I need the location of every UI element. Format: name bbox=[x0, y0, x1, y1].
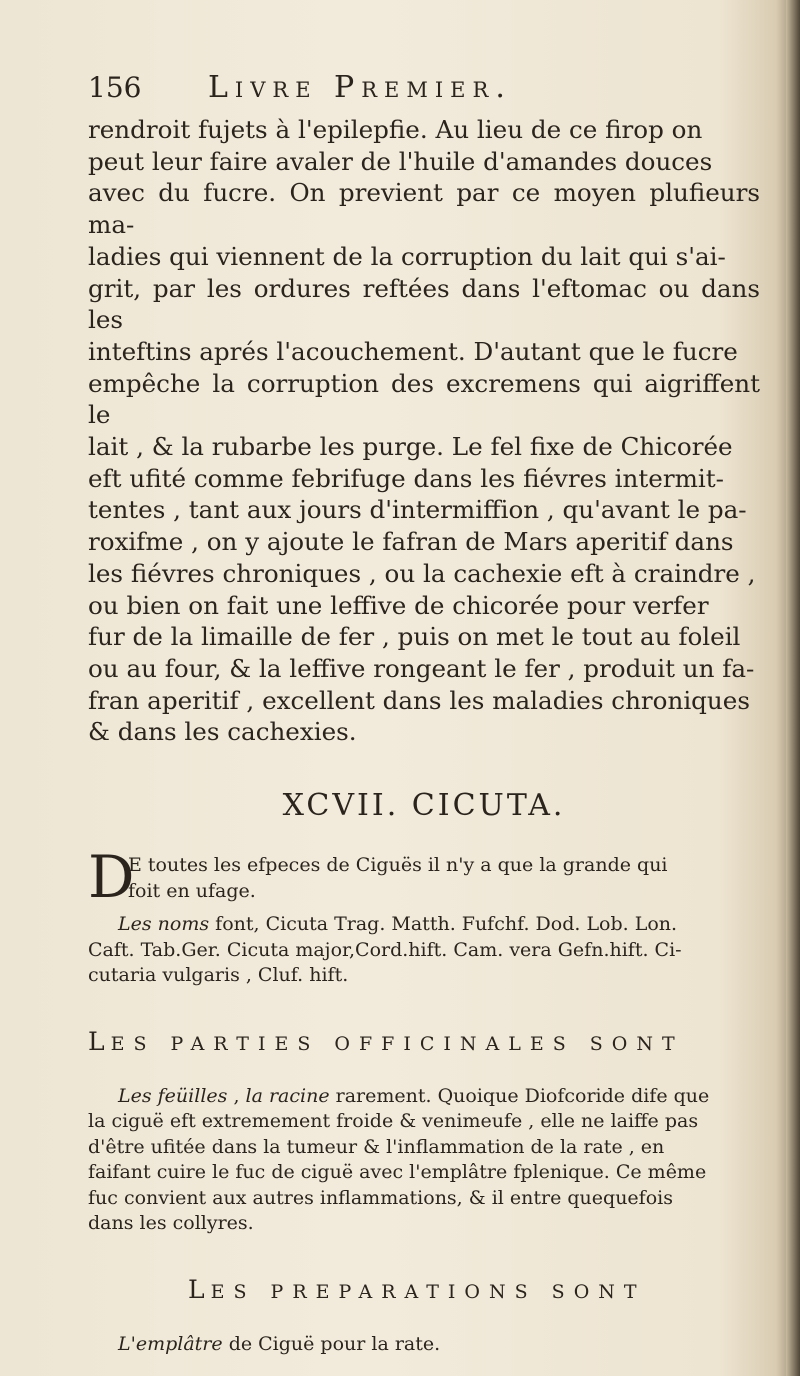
text-line: eft ufité comme febrifuge dans les fiévres intermit- bbox=[88, 463, 724, 493]
preparations-line bbox=[88, 1332, 760, 1358]
officinal-line: faifant cuire le fuc de ciguë avec l'emplâtre fplenique. Ce même bbox=[88, 1161, 707, 1184]
text-line: peut leur faire avaler de l'huile d'amandes douces bbox=[88, 146, 713, 176]
text-line: fur de la limaille de fer , puis on met le tout au foleil bbox=[88, 622, 741, 652]
heading-rest: ES PREPARATIONS SONT bbox=[210, 1280, 646, 1303]
names-line: cutaria vulgaris , Cluf. hift. bbox=[88, 964, 349, 987]
running-title: Livre Premier. bbox=[208, 70, 512, 105]
names-label: Les noms bbox=[118, 913, 210, 936]
text-line: fran aperitif , excellent dans les maladies chroniques bbox=[88, 685, 750, 715]
officinal-paragraph bbox=[88, 1084, 760, 1237]
text-line: rendroit fujets à l'epilepfie. Au lieu de ce firop on bbox=[88, 115, 703, 144]
drop-cap: D bbox=[88, 843, 135, 912]
names-line bbox=[88, 912, 760, 938]
text-line: inteftins aprés l'acouchement. D'autant que le fucre bbox=[88, 336, 738, 366]
preparation-label: L'emplâtre bbox=[118, 1332, 223, 1355]
names-paragraph bbox=[88, 912, 760, 989]
text-line: avec du fucre. On previent par ce moyen plufieurs ma- bbox=[88, 178, 760, 240]
preparations-heading bbox=[88, 1275, 760, 1304]
main-paragraph bbox=[88, 114, 760, 748]
text-line: ou bien on fait une leffive de chicorée pour verfer bbox=[88, 590, 709, 620]
heading-rest: ES PARTIES OFFICINALES SONT bbox=[110, 1032, 684, 1055]
preparation-text: de Ciguë pour la rate. bbox=[228, 1332, 441, 1355]
officinal-line: fuc convient aux autres inflammations, & il entre quequefois bbox=[88, 1186, 673, 1209]
page-header bbox=[88, 70, 760, 114]
leaves-label: Les feüilles bbox=[118, 1084, 228, 1107]
page-content bbox=[88, 70, 760, 1357]
heading-initial: L bbox=[88, 1026, 111, 1056]
book-spine-shadow bbox=[786, 0, 800, 1376]
text-line: ou au four, & la leffive rongeant le fer , produit un fa- bbox=[88, 653, 755, 683]
officinal-heading bbox=[88, 1027, 760, 1056]
text-line: lait , & la rubarbe les purge. Le fel fixe de Chicorée bbox=[88, 432, 733, 462]
officinal-line: la ciguë eft extremement froide & venimeufe , elle ne laiffe pas bbox=[88, 1110, 699, 1133]
officinal-line: Les feüilles , la racine rarement. Quoique Diofcoride dife que bbox=[118, 1084, 710, 1107]
officinal-line: dans les collyres. bbox=[88, 1212, 254, 1235]
text-line: empêche la corruption des excremens qui aigriffent le bbox=[88, 368, 760, 430]
officinal-line: d'être ufitée dans la tumeur & l'inflammation de la rate , en bbox=[88, 1135, 665, 1158]
text-line: les fiévres chroniques , ou la cachexie eft à craindre , bbox=[88, 558, 756, 588]
names-line: Caft. Tab.Ger. Cicuta major,Cord.hift. Cam. vera Gefn.hift. Ci- bbox=[88, 938, 682, 961]
text-line: roxifme , on y ajoute le fafran de Mars aperitif dans bbox=[88, 527, 734, 557]
intro-line: foit en ufage. bbox=[128, 879, 256, 902]
text-line: tentes , tant aux jours d'intermiffion , qu'avant le pa- bbox=[88, 495, 747, 525]
text-line: & dans les cachexies. bbox=[88, 717, 357, 747]
section-title: XCVII. CICUTA. bbox=[282, 788, 566, 824]
heading-initial: L bbox=[188, 1274, 211, 1304]
officinal-text: rarement. Quoique Diofcoride dife que bbox=[335, 1084, 710, 1107]
root-label: la racine bbox=[245, 1084, 330, 1107]
section-intro bbox=[88, 843, 760, 912]
text-line: grit, par les ordures reftées dans l'eftomac ou dans les bbox=[88, 273, 760, 335]
page-number: 156 bbox=[88, 71, 142, 104]
text-line: ladies qui viennent de la corruption du lait qui s'ai- bbox=[88, 241, 726, 271]
intro-line: E toutes les efpeces de Ciguës il n'y a que la grande qui bbox=[128, 854, 668, 877]
names-text: font, Cicuta Trag. Matth. Fufchf. Dod. Lob. Lon. bbox=[215, 913, 678, 936]
